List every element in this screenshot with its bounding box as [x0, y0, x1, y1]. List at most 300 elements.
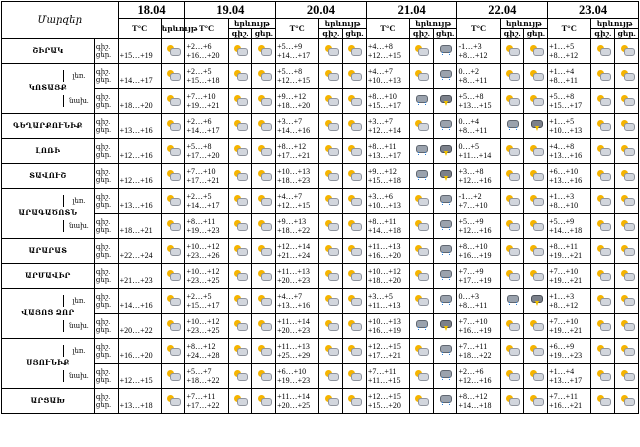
- day-weather-cell: [524, 264, 548, 289]
- temp-unit-header: T°C: [548, 19, 591, 39]
- temperature-cell: [366, 89, 409, 114]
- night-temp: +1…+4: [549, 66, 575, 76]
- night-weather-cell: [409, 214, 433, 239]
- partly-cloudy-icon: [258, 45, 270, 55]
- temperature-cell: [548, 239, 591, 264]
- temperature-cell: [276, 289, 319, 314]
- partly-cloudy-icon: [621, 70, 633, 80]
- weather-cell: [161, 214, 185, 239]
- day-temp: +14…+16: [119, 300, 153, 310]
- night-label: գիշ.: [95, 193, 111, 201]
- day-label: ցեր.: [95, 301, 111, 309]
- temperature-cell: [548, 89, 591, 114]
- day-temp: +20…+22: [119, 325, 153, 335]
- night-temp: +5…+9: [458, 216, 484, 226]
- night-temp: +8…+11: [549, 241, 578, 251]
- partly-cloudy-icon: [415, 220, 427, 230]
- partly-cloudy-icon: [234, 170, 246, 180]
- night-temp: +11…+14: [277, 316, 310, 326]
- partly-cloudy-icon: [258, 170, 270, 180]
- day-weather-cell: [433, 264, 457, 289]
- day-temp: +17…+22: [186, 401, 220, 410]
- day-label: ցեր.: [95, 276, 111, 284]
- night-weather-cell: [319, 364, 343, 389]
- partly-cloudy-icon: [597, 120, 609, 130]
- partly-cloudy-icon: [325, 120, 337, 130]
- weather-cell: [161, 289, 185, 314]
- partly-cloudy-icon: [597, 395, 609, 405]
- temp-unit-header: T°C: [276, 19, 319, 39]
- partly-cloudy-icon: [348, 95, 360, 105]
- day-temp: +13…+16: [119, 125, 153, 135]
- day-temp: +15…+18: [186, 76, 220, 85]
- night-temp: +5…+8: [458, 91, 484, 101]
- day-weather-cell: [615, 214, 639, 239]
- partly-cloudy-icon: [530, 270, 542, 280]
- precip-header: երևույթ: [228, 19, 276, 29]
- day-temp: +12…+14: [367, 126, 401, 135]
- day-weather-cell: [615, 64, 639, 89]
- day-weather-cell: [343, 164, 367, 189]
- day-temp: +10…+13: [367, 76, 401, 85]
- weather-cell: [161, 89, 185, 114]
- partly-cloudy-icon: [348, 395, 360, 405]
- temperature-cell: [185, 139, 228, 164]
- day-temp: +15…+17: [186, 301, 220, 310]
- night-temp: +5…+9: [549, 216, 575, 226]
- night-weather-cell: [228, 214, 252, 239]
- night-temp: +8…+10: [367, 91, 397, 101]
- day-weather-cell: [524, 89, 548, 114]
- partly-cloudy-icon: [506, 220, 518, 230]
- date-header: 20.04: [276, 2, 367, 19]
- day-temp: +12…+15: [277, 201, 311, 210]
- partly-cloudy-icon: [530, 45, 542, 55]
- day-temp: +14…+17: [277, 51, 311, 60]
- weather-cell: [161, 239, 185, 264]
- table-row: [2, 339, 639, 364]
- rain-icon: [506, 295, 518, 306]
- temperature-cell: [185, 164, 228, 189]
- weather-cell: [161, 389, 185, 414]
- partly-cloudy-icon: [258, 120, 270, 130]
- night-temp: +10…+12: [367, 266, 401, 276]
- partly-cloudy-icon: [530, 95, 542, 105]
- table-row: [2, 214, 639, 239]
- night-label: գիշ.: [95, 143, 111, 151]
- temperature-cell: [457, 289, 500, 314]
- partly-cloudy-icon: [348, 45, 360, 55]
- partly-cloudy-icon: [258, 195, 270, 205]
- temperature-cell: [548, 164, 591, 189]
- night-temp: +2…+6: [186, 116, 212, 126]
- partly-cloudy-icon: [530, 145, 542, 155]
- night-weather-cell: [409, 314, 433, 339]
- day-weather-cell: [343, 264, 367, 289]
- partly-cloudy-icon: [167, 195, 179, 205]
- night-weather-cell: [591, 264, 615, 289]
- day-weather-cell: [252, 389, 276, 414]
- rain-icon: [439, 245, 451, 256]
- temperature-cell: [457, 264, 500, 289]
- night-temp: +12…+14: [277, 241, 311, 251]
- night-weather-cell: [591, 364, 615, 389]
- temperature-cell: [118, 214, 161, 239]
- night-weather-cell: [319, 214, 343, 239]
- temperature-cell: [457, 239, 500, 264]
- night-weather-cell: [500, 39, 524, 64]
- night-weather-cell: [500, 239, 524, 264]
- day-label: ցեր.: [95, 251, 111, 259]
- weather-cell: [161, 339, 185, 364]
- temperature-cell: [276, 114, 319, 139]
- night-temp: +1…+5: [549, 41, 575, 51]
- temperature-cell: [118, 139, 161, 164]
- day-label: ցեր.: [95, 351, 111, 359]
- night-weather-cell: [500, 389, 524, 414]
- partly-cloudy-icon: [506, 320, 518, 330]
- night-temp: +8…+12: [277, 141, 307, 151]
- temperature-cell: [457, 164, 500, 189]
- partly-cloudy-icon: [167, 320, 179, 330]
- table-row: [2, 264, 639, 289]
- day-temp: +14…+18: [458, 401, 492, 410]
- rain-icon: [439, 70, 451, 81]
- night-weather-cell: [591, 339, 615, 364]
- partly-cloudy-icon: [506, 70, 518, 80]
- day-weather-cell: [615, 164, 639, 189]
- night-temp: +2…+6: [458, 366, 484, 376]
- day-temp: +16…+20: [119, 350, 153, 360]
- temperature-cell: [366, 139, 409, 164]
- day-temp: +10…+13: [367, 201, 401, 210]
- night-temp: +1…+3: [549, 291, 575, 301]
- night-weather-cell: [409, 164, 433, 189]
- night-weather-cell: [319, 239, 343, 264]
- period-labels: [69, 214, 118, 239]
- rain-icon: [415, 170, 427, 181]
- night-temp: +11…+13: [277, 341, 310, 351]
- night-temp: +7…+10: [458, 316, 488, 326]
- day-temp: +8…+12: [549, 51, 579, 60]
- day-temp: +17…+21: [277, 151, 311, 160]
- temperature-cell: [185, 64, 228, 89]
- partly-cloudy-icon: [621, 320, 633, 330]
- night-temp: +10…+13: [277, 166, 311, 176]
- day-weather-cell: [524, 289, 548, 314]
- day-temp: +19…+21: [549, 326, 583, 335]
- partly-cloudy-icon: [258, 220, 270, 230]
- night-temp: +1…+3: [549, 191, 575, 201]
- day-temp: +17…+21: [186, 176, 220, 185]
- partly-cloudy-icon: [415, 370, 427, 380]
- day-temp: +18…+22: [186, 376, 220, 385]
- forecast-table: [1, 1, 639, 414]
- night-temp: +1…+4: [549, 366, 575, 376]
- precip-header: երևույթ: [500, 19, 548, 29]
- partly-cloudy-icon: [348, 270, 360, 280]
- partly-cloudy-icon: [167, 245, 179, 255]
- night-weather-cell: [591, 64, 615, 89]
- temperature-cell: [548, 214, 591, 239]
- day-weather-cell: [524, 139, 548, 164]
- partly-cloudy-icon: [621, 145, 633, 155]
- day-label: ցեր.: [95, 151, 111, 159]
- night-temp: -1…+2: [458, 191, 482, 201]
- temperature-cell: [276, 189, 319, 214]
- partly-cloudy-icon: [167, 70, 179, 80]
- night-weather-cell: [228, 114, 252, 139]
- day-temp: +14…+17: [186, 126, 220, 135]
- thunderstorm-icon: [439, 145, 451, 156]
- night-label: գիշ.: [95, 368, 111, 376]
- night-weather-cell: [591, 314, 615, 339]
- night-weather-cell: [409, 339, 433, 364]
- terrain-label: լեռ.: [63, 295, 94, 307]
- partly-cloudy-icon: [348, 320, 360, 330]
- night-header: գիշ.: [319, 29, 343, 39]
- day-temp: +12…+16: [458, 176, 492, 185]
- temperature-cell: [548, 364, 591, 389]
- partly-cloudy-icon: [621, 95, 633, 105]
- temperature-cell: [457, 64, 500, 89]
- day-weather-cell: [252, 314, 276, 339]
- table-row: [2, 289, 639, 314]
- partly-cloudy-icon: [621, 195, 633, 205]
- night-temp: 0…+2: [458, 66, 479, 76]
- night-weather-cell: [591, 389, 615, 414]
- night-temp: +9…+12: [367, 166, 397, 176]
- night-weather-cell: [409, 364, 433, 389]
- day-temp: +11…+14: [458, 151, 492, 160]
- period-labels: [72, 339, 118, 364]
- day-temp: +19…+23: [186, 226, 220, 235]
- day-weather-cell: [252, 89, 276, 114]
- night-weather-cell: [319, 64, 343, 89]
- day-temp: +19…+23: [549, 351, 583, 360]
- partly-cloudy-icon: [597, 295, 609, 305]
- partly-cloudy-icon: [621, 170, 633, 180]
- day-label: ցեր.: [95, 201, 111, 209]
- night-temp: +12…+15: [367, 391, 401, 401]
- day-weather-cell: [615, 289, 639, 314]
- table-row: [2, 164, 639, 189]
- table-row: [2, 39, 639, 64]
- rain-icon: [439, 345, 451, 356]
- day-weather-cell: [615, 189, 639, 214]
- night-temp: +5…+9: [277, 41, 303, 51]
- partly-cloudy-icon: [325, 345, 337, 355]
- partly-cloudy-icon: [597, 45, 609, 55]
- day-weather-cell: [615, 339, 639, 364]
- weather-cell: [161, 164, 185, 189]
- night-label: գիշ.: [95, 218, 111, 226]
- night-weather-cell: [500, 339, 524, 364]
- partly-cloudy-icon: [506, 345, 518, 355]
- day-temp: +18…+21: [119, 225, 153, 235]
- day-temp: +13…+17: [549, 376, 583, 385]
- partly-cloudy-icon: [348, 245, 360, 255]
- day-weather-cell: [343, 289, 367, 314]
- day-label: ցեր.: [95, 226, 111, 234]
- day-weather-cell: [524, 164, 548, 189]
- partly-cloudy-icon: [234, 195, 246, 205]
- day-weather-cell: [343, 64, 367, 89]
- night-weather-cell: [228, 89, 252, 114]
- day-temp: +16…+21: [549, 401, 583, 410]
- temp-unit-header: T°C: [366, 19, 409, 39]
- day-temp: +14…+18: [367, 226, 401, 235]
- temperature-cell: [185, 264, 228, 289]
- partly-cloudy-icon: [234, 95, 246, 105]
- day-temp: +12…+15: [277, 76, 311, 85]
- partly-cloudy-icon: [167, 345, 179, 355]
- night-temp: 0…+4: [458, 116, 479, 126]
- temperature-cell: [185, 289, 228, 314]
- night-temp: +5…+7: [186, 366, 212, 376]
- partly-cloudy-icon: [597, 170, 609, 180]
- temperature-cell: [366, 39, 409, 64]
- day-temp: +12…+16: [119, 175, 153, 185]
- day-temp: +12…+16: [458, 226, 492, 235]
- day-weather-cell: [252, 114, 276, 139]
- day-weather-cell: [343, 214, 367, 239]
- day-temp: +12…+16: [119, 150, 153, 160]
- day-label: ցեր.: [95, 51, 111, 59]
- day-header: ցեր.: [343, 29, 367, 39]
- weather-cell: [161, 189, 185, 214]
- temperature-cell: [118, 189, 161, 214]
- partly-cloudy-icon: [325, 270, 337, 280]
- period-labels: [69, 314, 118, 339]
- partly-cloudy-icon: [258, 145, 270, 155]
- day-temp: +19…+21: [549, 276, 583, 285]
- period-labels: [94, 39, 118, 64]
- day-temp: +8…+12: [549, 301, 579, 310]
- night-temp: +3…+5: [367, 291, 393, 301]
- partly-cloudy-icon: [234, 120, 246, 130]
- partly-cloudy-icon: [530, 395, 542, 405]
- day-label: ցեր.: [95, 326, 111, 334]
- partly-cloudy-icon: [258, 295, 270, 305]
- partly-cloudy-icon: [258, 345, 270, 355]
- temperature-cell: [457, 39, 500, 64]
- partly-cloudy-icon: [506, 95, 518, 105]
- night-temp: +3…+7: [277, 116, 303, 126]
- day-temp: +23…+25: [186, 326, 220, 335]
- night-temp: +4…+7: [367, 66, 393, 76]
- night-weather-cell: [319, 314, 343, 339]
- partly-cloudy-icon: [506, 170, 518, 180]
- day-temp: +15…+19: [119, 50, 153, 60]
- temperature-cell: [276, 39, 319, 64]
- partly-cloudy-icon: [530, 245, 542, 255]
- day-weather-cell: [343, 364, 367, 389]
- night-temp: +10…+12: [186, 241, 220, 251]
- rain-icon: [415, 145, 427, 156]
- partly-cloudy-icon: [167, 170, 179, 180]
- day-temp: +18…+22: [458, 351, 492, 360]
- partly-cloudy-icon: [234, 345, 246, 355]
- night-weather-cell: [409, 189, 433, 214]
- night-temp: +8…+10: [458, 241, 488, 251]
- day-temp: +23…+26: [186, 251, 220, 260]
- night-weather-cell: [500, 64, 524, 89]
- day-temp: +12…+16: [458, 376, 492, 385]
- night-label: գիշ.: [95, 293, 111, 301]
- day-temp: +16…+19: [367, 326, 401, 335]
- day-temp: +19…+23: [277, 376, 311, 385]
- partly-cloudy-icon: [258, 245, 270, 255]
- day-weather-cell: [524, 214, 548, 239]
- night-weather-cell: [500, 189, 524, 214]
- region-name: ՇԻՐԱԿ: [2, 39, 95, 64]
- partly-cloudy-icon: [597, 370, 609, 380]
- partly-cloudy-icon: [258, 320, 270, 330]
- day-temp: +15…+17: [549, 101, 583, 110]
- night-label: գիշ.: [95, 118, 111, 126]
- night-temp: +7…+11: [458, 341, 488, 351]
- day-temp: +18…+23: [277, 176, 311, 185]
- night-weather-cell: [228, 64, 252, 89]
- day-weather-cell: [343, 89, 367, 114]
- partly-cloudy-icon: [348, 145, 360, 155]
- region-name: ԼՈՌԻ: [2, 139, 95, 164]
- day-weather-cell: [343, 239, 367, 264]
- day-weather-cell: [524, 39, 548, 64]
- partly-cloudy-icon: [530, 70, 542, 80]
- night-temp: +4…+7: [277, 291, 303, 301]
- day-temp: +13…+17: [367, 151, 401, 160]
- temperature-cell: [366, 214, 409, 239]
- partly-cloudy-icon: [234, 145, 246, 155]
- night-weather-cell: [500, 114, 524, 139]
- day-weather-cell: [524, 314, 548, 339]
- night-temp: +2…+5: [186, 291, 212, 301]
- day-weather-cell: [524, 189, 548, 214]
- night-weather-cell: [319, 339, 343, 364]
- day-weather-cell: [433, 189, 457, 214]
- day-weather-cell: [433, 364, 457, 389]
- day-temp: +14…+17: [186, 201, 220, 210]
- temperature-cell: [366, 164, 409, 189]
- night-weather-cell: [319, 289, 343, 314]
- day-weather-cell: [252, 189, 276, 214]
- temperature-cell: [548, 264, 591, 289]
- temperature-cell: [185, 339, 228, 364]
- day-temp: +11…+15: [367, 376, 401, 385]
- temperature-cell: [276, 364, 319, 389]
- partly-cloudy-icon: [506, 370, 518, 380]
- day-weather-cell: [433, 139, 457, 164]
- night-temp: +3…+6: [367, 191, 393, 201]
- day-temp: +14…+17: [119, 75, 153, 85]
- temperature-cell: [548, 314, 591, 339]
- partly-cloudy-icon: [167, 145, 179, 155]
- night-header: գիշ.: [500, 29, 524, 39]
- region-name: ԱՐՄԱՎԻՐ: [2, 264, 95, 289]
- day-temp: +14…+16: [277, 126, 311, 135]
- partly-cloudy-icon: [167, 370, 179, 380]
- day-weather-cell: [433, 39, 457, 64]
- night-label: գիշ.: [95, 43, 111, 51]
- partly-cloudy-icon: [415, 245, 427, 255]
- night-temp: +10…+13: [367, 316, 401, 326]
- night-temp: +11…+13: [367, 241, 401, 251]
- day-header: ցեր.: [433, 29, 457, 39]
- partly-cloudy-icon: [348, 345, 360, 355]
- night-temp: +6…+10: [277, 366, 307, 376]
